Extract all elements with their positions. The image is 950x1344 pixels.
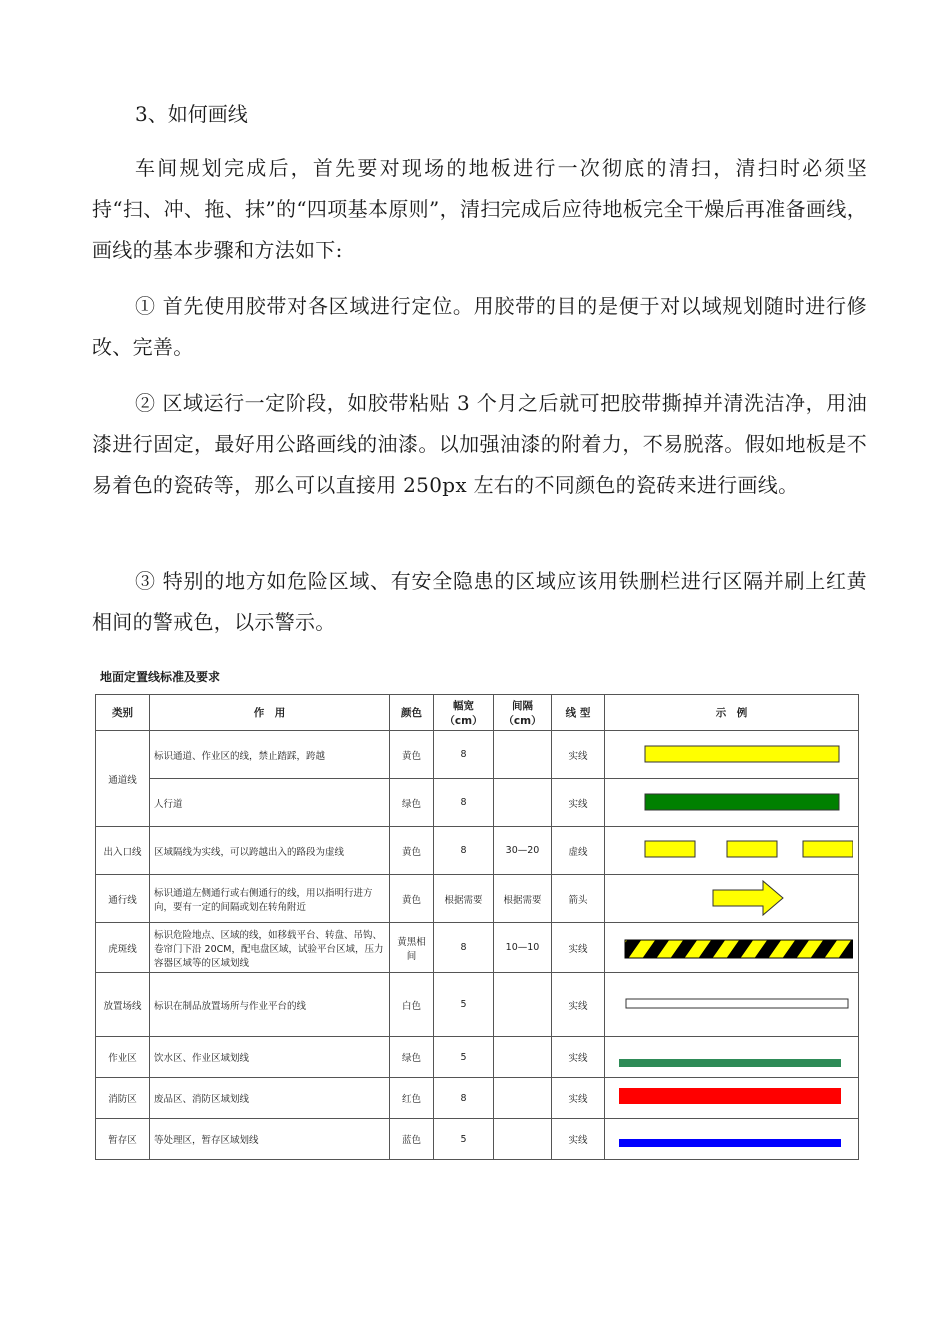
table-row bbox=[96, 827, 859, 875]
cell-width: 8 bbox=[434, 731, 494, 779]
cell-color: 黄色 bbox=[390, 875, 434, 923]
sample-green-thin-line bbox=[609, 1041, 853, 1071]
paragraph-step-2: ② 区域运行一定阶段，如胶带粘贴 3 个月之后就可把胶带撕掉并清洗洁净，用油漆进行固定，最好用公路画线的油漆。以加强油漆的附着力，不易脱落。假如地板是不易着色的瓷砖等，那么可以直接用 250px 左右的不同颜色的瓷砖来进行画线。 bbox=[92, 391, 867, 497]
header-width: 幅宽（cm） bbox=[434, 695, 494, 731]
cell-spacing bbox=[494, 1037, 552, 1078]
cell-example bbox=[605, 1078, 859, 1119]
cell-purpose: 废品区、消防区域划线 bbox=[150, 1078, 390, 1119]
cell-linetype: 实线 bbox=[552, 731, 605, 779]
cell-spacing bbox=[494, 1078, 552, 1119]
table-header-row bbox=[96, 695, 859, 731]
cell-category: 出入口线 bbox=[96, 827, 150, 875]
cell-purpose: 饮水区、作业区域划线 bbox=[150, 1037, 390, 1078]
paragraph-step-1: ① 首先使用胶带对各区域进行定位。用胶带的目的是便于对以域规划随时进行修改、完善。 bbox=[92, 294, 867, 359]
table-row bbox=[96, 973, 859, 1037]
cell-width: 5 bbox=[434, 1119, 494, 1160]
cell-example bbox=[605, 875, 859, 923]
sample-green-solid-line bbox=[609, 781, 853, 821]
cell-linetype: 实线 bbox=[552, 779, 605, 827]
cell-spacing: 根据需要 bbox=[494, 875, 552, 923]
table-row bbox=[96, 1119, 859, 1160]
table-row bbox=[96, 731, 859, 779]
header-color: 颜色 bbox=[390, 695, 434, 731]
cell-example bbox=[605, 923, 859, 973]
cell-linetype: 实线 bbox=[552, 923, 605, 973]
header-category: 类别 bbox=[96, 695, 150, 731]
table-row bbox=[96, 875, 859, 923]
cell-example bbox=[605, 827, 859, 875]
table-row bbox=[96, 1037, 859, 1078]
cell-spacing bbox=[494, 973, 552, 1037]
cell-color: 白色 bbox=[390, 973, 434, 1037]
table-title: 地面定置线标准及要求 bbox=[100, 670, 221, 684]
sample-yellow-arrow bbox=[609, 877, 853, 917]
cell-spacing bbox=[494, 731, 552, 779]
cell-purpose: 区域隔线为实线，可以跨越出入的路段为虚线 bbox=[150, 827, 390, 875]
cell-width: 根据需要 bbox=[434, 875, 494, 923]
cell-purpose: 标识在制品放置场所与作业平台的线 bbox=[150, 973, 390, 1037]
cell-color: 黄黑相间 bbox=[390, 923, 434, 973]
cell-purpose: 标识通道左侧通行或右侧通行的线，用以指明行进方向，要有一定的间隔或划在转角附近 bbox=[150, 875, 390, 923]
cell-width: 8 bbox=[434, 779, 494, 827]
cell-category: 通道线 bbox=[96, 731, 150, 827]
cell-category: 作业区 bbox=[96, 1037, 150, 1078]
cell-color: 黄色 bbox=[390, 731, 434, 779]
cell-category: 虎斑线 bbox=[96, 923, 150, 973]
cell-width: 8 bbox=[434, 1078, 494, 1119]
cell-linetype: 实线 bbox=[552, 1037, 605, 1078]
cell-width: 8 bbox=[434, 827, 494, 875]
sample-yellow-black-stripe bbox=[609, 926, 853, 966]
cell-example bbox=[605, 731, 859, 779]
cell-spacing bbox=[494, 779, 552, 827]
header-purpose: 作 用 bbox=[150, 695, 390, 731]
cell-linetype: 箭头 bbox=[552, 875, 605, 923]
table-row bbox=[96, 1078, 859, 1119]
cell-linetype: 虚线 bbox=[552, 827, 605, 875]
cell-category: 放置场线 bbox=[96, 973, 150, 1037]
cell-color: 绿色 bbox=[390, 1037, 434, 1078]
cell-example bbox=[605, 1037, 859, 1078]
cell-purpose: 标识危险地点、区域的线，如移载平台、转盘、吊钩、卷帘门下沿 20CM，配电盘区域，试验平台区域，压力容器区域等的区域划线 bbox=[150, 923, 390, 973]
cell-example bbox=[605, 1119, 859, 1160]
cell-width: 5 bbox=[434, 1037, 494, 1078]
cell-linetype: 实线 bbox=[552, 1078, 605, 1119]
sample-blue-thin-line bbox=[609, 1123, 853, 1153]
sample-white-solid-line bbox=[609, 983, 853, 1023]
header-linetype: 线 型 bbox=[552, 695, 605, 731]
cell-category: 通行线 bbox=[96, 875, 150, 923]
cell-purpose: 等处理区，暂存区域划线 bbox=[150, 1119, 390, 1160]
cell-width: 5 bbox=[434, 973, 494, 1037]
section-heading: 3、如何画线 bbox=[135, 102, 248, 126]
cell-category: 暂存区 bbox=[96, 1119, 150, 1160]
table-row bbox=[96, 779, 859, 827]
cell-spacing: 30—20 bbox=[494, 827, 552, 875]
cell-color: 黄色 bbox=[390, 827, 434, 875]
cell-example bbox=[605, 779, 859, 827]
cell-color: 蓝色 bbox=[390, 1119, 434, 1160]
floor-line-standard-table bbox=[95, 694, 859, 1160]
sample-red-solid-line bbox=[609, 1082, 853, 1112]
cell-spacing: 10—10 bbox=[494, 923, 552, 973]
cell-width: 8 bbox=[434, 923, 494, 973]
cell-purpose: 标识通道、作业区的线，禁止踏踩，跨越 bbox=[150, 731, 390, 779]
paragraph-step-3: ③ 特别的地方如危险区域、有安全隐患的区域应该用铁删栏进行区隔并刷上红黄相间的警戒色，以示警示。 bbox=[92, 569, 867, 634]
cell-category: 消防区 bbox=[96, 1078, 150, 1119]
cell-example bbox=[605, 973, 859, 1037]
table-row bbox=[96, 923, 859, 973]
cell-color: 绿色 bbox=[390, 779, 434, 827]
cell-linetype: 实线 bbox=[552, 1119, 605, 1160]
cell-color: 红色 bbox=[390, 1078, 434, 1119]
cell-spacing bbox=[494, 1119, 552, 1160]
header-spacing: 间隔（cm） bbox=[494, 695, 552, 731]
cell-linetype: 实线 bbox=[552, 973, 605, 1037]
paragraph-cleaning: 车间规划完成后，首先要对现场的地板进行一次彻底的清扫，清扫时必须坚持“扫、冲、拖、抹”的“四项基本原则”，清扫完成后应待地板完全干燥后再准备画线，画线的基本步骤和方法如下: bbox=[92, 156, 867, 262]
sample-yellow-dashed-line bbox=[609, 829, 853, 869]
sample-yellow-solid-line bbox=[609, 733, 853, 773]
cell-purpose: 人行道 bbox=[150, 779, 390, 827]
header-example: 示 例 bbox=[605, 695, 859, 731]
